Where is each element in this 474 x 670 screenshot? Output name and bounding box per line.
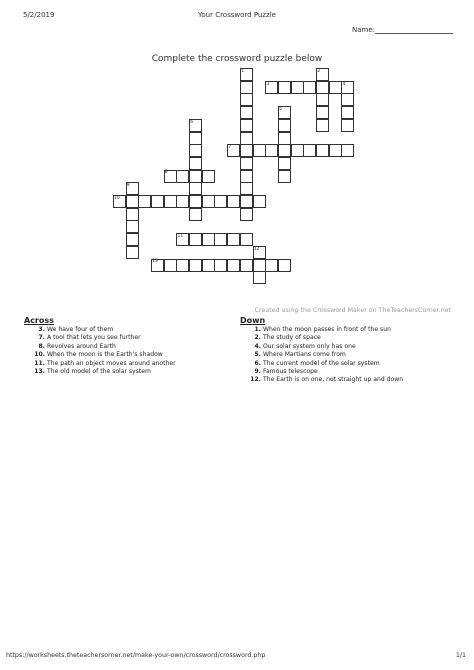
grid-cell[interactable]: [189, 233, 202, 246]
clue-text: Our solar system only has one: [263, 342, 356, 350]
grid-cell[interactable]: [202, 195, 215, 208]
clue-item: [33, 334, 176, 342]
clue-number-label: 8: [164, 170, 168, 176]
grid-cell[interactable]: [240, 233, 253, 246]
grid-cell[interactable]: [316, 93, 329, 106]
grid-cell[interactable]: [316, 119, 329, 132]
clue-number-label: 12: [253, 246, 260, 252]
print-date: 5/2/2019: [23, 11, 55, 19]
clue-number-label: 7: [228, 145, 232, 150]
grid-cell[interactable]: [227, 233, 240, 246]
clue-number: 5.: [254, 351, 261, 359]
clue-number: 9.: [254, 368, 261, 376]
grid-cell[interactable]: [240, 144, 253, 157]
grid-cell[interactable]: [176, 195, 189, 208]
grid-cell[interactable]: [189, 144, 202, 157]
clue-text: The study of space: [263, 334, 321, 342]
grid-cell[interactable]: [240, 106, 253, 119]
clue-number-label: 2: [317, 68, 321, 74]
grid-cell[interactable]: [126, 195, 139, 208]
grid-cell[interactable]: [341, 106, 354, 119]
grid-cell[interactable]: [214, 233, 227, 246]
grid-cell[interactable]: [202, 170, 215, 183]
grid-cell[interactable]: [329, 81, 342, 94]
credit-text: Created using the Crossword Maker on TheTeachersCorner.net: [254, 307, 451, 314]
grid-cell[interactable]: [240, 132, 253, 145]
clue-item: [249, 343, 403, 351]
grid-cell[interactable]: [240, 195, 253, 208]
clue-text: Revolves around Earth: [47, 342, 116, 350]
clue-number-label: 4: [342, 81, 346, 87]
clue-number: 13.: [34, 368, 45, 376]
grid-cell[interactable]: [253, 195, 266, 208]
print-title: Your Crossword Puzzle: [198, 11, 276, 19]
grid-cell[interactable]: [278, 132, 291, 145]
clue-text: When the moon passes in front of the sun: [263, 326, 391, 333]
grid-cell[interactable]: [240, 259, 253, 272]
across-clues: [33, 326, 176, 376]
grid-cell[interactable]: [278, 259, 291, 272]
grid-cell[interactable]: [189, 208, 202, 221]
grid-cell[interactable]: [202, 259, 215, 272]
footer-url: https://worksheets.theteachersorner.net/make-your-own/crossword/crossword.php: [6, 652, 266, 659]
grid-cell[interactable]: [214, 259, 227, 272]
clue-text: We have four of them: [47, 326, 114, 333]
clue-item: [33, 326, 176, 334]
clue-item: [33, 351, 176, 359]
grid-cell[interactable]: [164, 195, 177, 208]
clue-number: 10.: [34, 351, 45, 359]
footer-page-number: 1/1: [455, 652, 466, 659]
grid-cell[interactable]: [126, 220, 139, 233]
grid-cell[interactable]: [278, 170, 291, 183]
grid-cell[interactable]: [253, 271, 266, 284]
grid-cell[interactable]: [189, 195, 202, 208]
clue-text: Famous telescope: [263, 368, 318, 376]
clue-text: The path an object moves around another: [47, 359, 176, 367]
clue-text: The old model of the solar system: [47, 368, 151, 376]
clue-item: [249, 360, 403, 368]
grid-cell[interactable]: [240, 170, 253, 183]
clue-number-label: 1: [241, 68, 244, 74]
grid-cell[interactable]: [316, 81, 329, 94]
grid-cell[interactable]: [164, 259, 177, 272]
clue-number-label: 10: [114, 195, 120, 201]
grid-cell[interactable]: [214, 195, 227, 208]
grid-cell[interactable]: [176, 259, 189, 272]
clue-number: 3.: [38, 326, 45, 333]
clue-number-label: 13: [152, 259, 158, 265]
grid-cell[interactable]: [278, 144, 291, 157]
grid-cell[interactable]: [227, 259, 240, 272]
grid-cell[interactable]: [278, 119, 291, 132]
grid-cell[interactable]: [341, 144, 354, 157]
down-clues: [249, 326, 403, 385]
clue-text: Where Martians come from: [263, 351, 346, 359]
clue-number: 2.: [254, 334, 261, 342]
grid-cell[interactable]: [189, 170, 202, 183]
clue-item: [249, 326, 403, 334]
clue-item: [249, 368, 403, 376]
clue-item: [33, 360, 176, 368]
grid-cell[interactable]: [126, 233, 139, 246]
grid-cell[interactable]: [303, 81, 316, 94]
grid-cell[interactable]: [240, 182, 253, 195]
clue-number: 6.: [254, 359, 261, 367]
grid-cell[interactable]: [202, 233, 215, 246]
clue-text: When the moon is the Earth's shadow: [47, 351, 163, 359]
puzzle-heading: Complete the crossword puzzle below: [151, 54, 323, 64]
grid-cell[interactable]: [176, 170, 189, 183]
grid-cell[interactable]: [316, 106, 329, 119]
grid-cell[interactable]: [253, 259, 266, 272]
clue-number-label: 5: [279, 106, 282, 112]
grid-cell[interactable]: [189, 259, 202, 272]
grid-cell[interactable]: [126, 208, 139, 221]
grid-cell[interactable]: [265, 144, 278, 157]
down-title: Down: [240, 316, 266, 325]
grid-cell[interactable]: [253, 144, 266, 157]
clue-number-label: 11: [177, 233, 184, 239]
clue-number-label: 9: [126, 183, 130, 189]
clue-number: 8.: [38, 342, 45, 350]
grid-cell[interactable]: [341, 119, 354, 132]
clue-number-label: 3: [266, 81, 270, 87]
grid-cell[interactable]: [240, 93, 253, 106]
grid-cell[interactable]: [240, 81, 253, 94]
grid-cell[interactable]: [240, 208, 253, 221]
grid-cell[interactable]: [240, 119, 253, 132]
clue-number: 11.: [34, 359, 45, 367]
across-title: Across: [24, 316, 54, 325]
grid-cell[interactable]: [240, 157, 253, 170]
grid-cell[interactable]: [189, 182, 202, 195]
clue-item: [33, 343, 176, 351]
clue-number: 12.: [250, 376, 261, 384]
grid-cell[interactable]: [291, 144, 304, 157]
grid-cell[interactable]: [303, 144, 316, 157]
crossword-grid: [0, 0, 474, 310]
name-label: Name:: [352, 26, 376, 34]
grid-cell[interactable]: [138, 195, 151, 208]
clue-text: A tool that lets you see further: [47, 334, 141, 342]
grid-cell[interactable]: [278, 81, 291, 94]
clue-number: 7.: [38, 334, 45, 342]
grid-cell[interactable]: [329, 144, 342, 157]
clue-item: [249, 334, 403, 342]
grid-cell[interactable]: [291, 81, 304, 94]
clue-item: [249, 376, 403, 384]
clue-number: 4.: [254, 342, 261, 350]
grid-cell[interactable]: [316, 144, 329, 157]
grid-cell[interactable]: [189, 132, 202, 145]
clue-text: The current model of the solar system: [263, 359, 380, 367]
grid-cell[interactable]: [265, 259, 278, 272]
grid-cell[interactable]: [227, 195, 240, 208]
grid-cell[interactable]: [278, 157, 291, 170]
clue-text: The Earth is on one, not straight up and down: [263, 376, 404, 384]
clue-number-label: 6: [190, 119, 194, 125]
clue-item: [33, 368, 176, 376]
grid-cell[interactable]: [189, 157, 202, 170]
grid-cell[interactable]: [341, 93, 354, 106]
clue-number: 1.: [254, 326, 261, 333]
clue-item: [249, 351, 403, 359]
grid-cell[interactable]: [151, 195, 164, 208]
grid-cell[interactable]: [126, 246, 139, 259]
